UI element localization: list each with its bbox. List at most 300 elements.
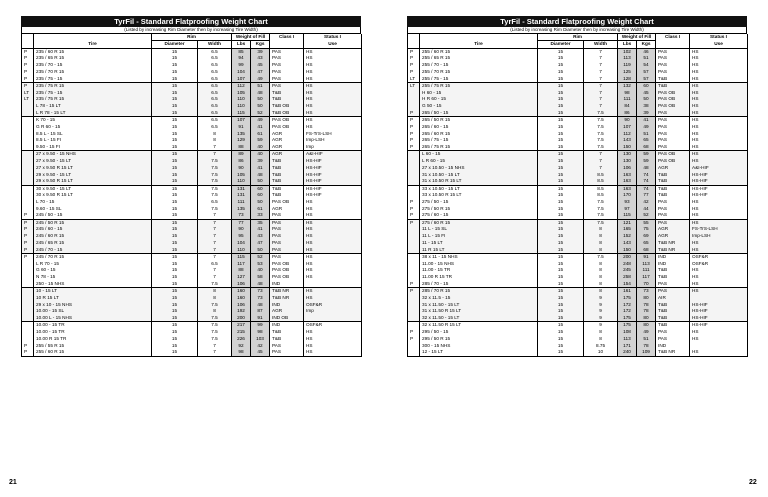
- lbs-cell: 150: [618, 247, 637, 254]
- prefix-cell: [22, 185, 34, 192]
- col-width: Width: [198, 41, 232, 48]
- class-cell: PAS OB: [656, 158, 690, 165]
- width-cell: 8: [584, 226, 618, 233]
- col-class: Class I: [270, 34, 304, 41]
- class-cell: AGR: [270, 137, 304, 144]
- kgs-cell: 65: [637, 137, 656, 144]
- prefix-cell: P: [22, 69, 34, 76]
- page-number-left: 21: [9, 479, 17, 486]
- table-row: [22, 322, 362, 329]
- class-cell: PAS: [656, 219, 690, 226]
- class-cell: T&B: [656, 192, 690, 199]
- width-cell: 7: [198, 274, 232, 281]
- lbs-cell: 130: [618, 151, 637, 158]
- lbs-cell: 113: [618, 55, 637, 62]
- width-cell: 7: [584, 151, 618, 158]
- table-row: [22, 185, 362, 192]
- use-cell: HS: [690, 144, 748, 151]
- tire-cell: 275 / 50 R 15: [420, 206, 538, 213]
- kgs-cell: 47: [251, 240, 270, 247]
- width-cell: 7.5: [198, 178, 232, 185]
- table-row: [22, 308, 362, 315]
- use-cell: HS: [304, 233, 362, 240]
- width-cell: 7.5: [198, 206, 232, 213]
- class-cell: T&B: [270, 185, 304, 192]
- table-row: [22, 110, 362, 117]
- width-cell: 7.5: [584, 124, 618, 131]
- diameter-cell: 15: [538, 165, 584, 172]
- lbs-cell: 163: [618, 171, 637, 178]
- prefix-cell: [22, 281, 34, 288]
- diameter-cell: 15: [538, 322, 584, 329]
- diameter-cell: 15: [538, 233, 584, 240]
- class-cell: IND: [656, 342, 690, 349]
- col-diameter: Diameter: [538, 41, 584, 48]
- diameter-cell: 15: [538, 48, 584, 55]
- table-row: [408, 83, 748, 90]
- class-cell: IND: [270, 301, 304, 308]
- prefix-cell: P: [408, 69, 420, 76]
- use-cell: A&I-HIF: [690, 165, 748, 172]
- kgs-cell: 53: [251, 260, 270, 267]
- width-cell: 7.5: [198, 329, 232, 336]
- width-cell: 7: [198, 267, 232, 274]
- width-cell: 8.5: [584, 192, 618, 199]
- use-cell: HS-HIF: [304, 158, 362, 165]
- width-cell: 7: [198, 342, 232, 349]
- class-cell: PAS: [656, 137, 690, 144]
- class-cell: PAS: [656, 62, 690, 69]
- col-weight: Weight of Fill: [618, 34, 656, 41]
- lbs-cell: 97: [618, 206, 637, 213]
- kgs-cell: 80: [637, 322, 656, 329]
- diameter-cell: 15: [538, 301, 584, 308]
- lbs-cell: 104: [232, 240, 251, 247]
- lbs-cell: 245: [618, 267, 637, 274]
- prefix-cell: P: [408, 329, 420, 336]
- diameter-cell: 15: [538, 124, 584, 131]
- prefix-cell: [408, 342, 420, 349]
- table-row: [22, 260, 362, 267]
- kgs-cell: 48: [251, 301, 270, 308]
- kgs-cell: 45: [251, 349, 270, 356]
- table-row: [22, 274, 362, 281]
- table-row: [22, 315, 362, 322]
- table-row: [22, 295, 362, 302]
- table-row: [408, 219, 748, 226]
- kgs-cell: 40: [251, 144, 270, 151]
- prefix-cell: [22, 336, 34, 343]
- tire-cell: 245 / 50 - 15: [34, 212, 152, 219]
- class-cell: AIR: [656, 295, 690, 302]
- lbs-cell: 115: [618, 212, 637, 219]
- diameter-cell: 15: [538, 185, 584, 192]
- table-row: [408, 151, 748, 158]
- diameter-cell: 15: [538, 349, 584, 356]
- width-cell: 7: [584, 76, 618, 83]
- width-cell: 6.5: [198, 260, 232, 267]
- table-row: [22, 199, 362, 206]
- table-row: [22, 103, 362, 110]
- diameter-cell: 15: [152, 342, 198, 349]
- use-cell: OSF&R: [304, 301, 362, 308]
- use-cell: HS-HIF: [690, 192, 748, 199]
- table-row: [22, 158, 362, 165]
- prefix-cell: P: [22, 55, 34, 62]
- kgs-cell: 55: [637, 219, 656, 226]
- diameter-cell: 15: [152, 254, 198, 261]
- page-right: [407, 16, 747, 357]
- tire-cell: 10.00 R 15 TR: [34, 336, 152, 343]
- tire-cell: 38 x 11 - 15 NHS: [420, 254, 538, 261]
- diameter-cell: 15: [152, 76, 198, 83]
- kgs-cell: 65: [637, 240, 656, 247]
- diameter-cell: 15: [152, 206, 198, 213]
- tire-cell: 235 / 70 R 15: [34, 69, 152, 76]
- lbs-cell: 110: [232, 103, 251, 110]
- prefix-cell: P: [408, 48, 420, 55]
- prefix-cell: [22, 144, 34, 151]
- table-row: [22, 124, 362, 131]
- class-cell: PAS: [270, 342, 304, 349]
- width-cell: 8: [584, 233, 618, 240]
- class-cell: T&B: [656, 301, 690, 308]
- width-cell: 6.5: [198, 110, 232, 117]
- table-row: [408, 171, 748, 178]
- class-cell: T&B: [270, 192, 304, 199]
- width-cell: 7: [584, 83, 618, 90]
- use-cell: HS: [690, 62, 748, 69]
- prefix-cell: [408, 274, 420, 281]
- prefix-cell: [22, 165, 34, 172]
- use-cell: HS: [304, 288, 362, 295]
- width-cell: 8.75: [584, 342, 618, 349]
- prefix-cell: [408, 89, 420, 96]
- tire-cell: L 60 - 15: [420, 151, 538, 158]
- class-cell: T&B: [270, 158, 304, 165]
- tire-cell: 245 / 60 R 15: [34, 233, 152, 240]
- class-cell: PAS: [656, 281, 690, 288]
- diameter-cell: 15: [538, 76, 584, 83]
- lbs-cell: 143: [618, 137, 637, 144]
- kgs-cell: 41: [251, 124, 270, 131]
- lbs-cell: 90: [232, 226, 251, 233]
- tire-cell: 255 / 70 R 15: [420, 69, 538, 76]
- lbs-cell: 172: [618, 301, 637, 308]
- prefix-cell: LT: [408, 83, 420, 90]
- lbs-cell: 107: [232, 117, 251, 124]
- lbs-cell: 89: [232, 151, 251, 158]
- diameter-cell: 15: [538, 212, 584, 219]
- kgs-cell: 47: [251, 69, 270, 76]
- width-cell: 7.5: [198, 165, 232, 172]
- kgs-cell: 42: [637, 199, 656, 206]
- lbs-cell: 160: [232, 295, 251, 302]
- lbs-cell: 91: [232, 124, 251, 131]
- lbs-cell: 94: [232, 55, 251, 62]
- table-row: [408, 315, 748, 322]
- width-cell: 7.5: [584, 137, 618, 144]
- lbs-cell: 143: [618, 240, 637, 247]
- diameter-cell: 15: [538, 281, 584, 288]
- tire-cell: 265 / 60 R 15: [420, 130, 538, 137]
- kgs-cell: 41: [251, 165, 270, 172]
- use-cell: HS: [304, 206, 362, 213]
- tire-cell: 235 / 75 R 15: [34, 96, 152, 103]
- diameter-cell: 15: [538, 206, 584, 213]
- width-cell: 6.5: [198, 199, 232, 206]
- diameter-cell: 15: [152, 144, 198, 151]
- col-tire: Tire: [34, 41, 152, 48]
- prefix-cell: P: [408, 199, 420, 206]
- use-cell: HS: [690, 89, 748, 96]
- table-row: [408, 158, 748, 165]
- kgs-cell: 49: [637, 124, 656, 131]
- table-row: [408, 288, 748, 295]
- tire-cell: K 70 - 15: [34, 117, 152, 124]
- width-cell: 6.5: [198, 69, 232, 76]
- lbs-cell: 152: [618, 233, 637, 240]
- width-cell: 9: [584, 295, 618, 302]
- prefix-cell: P: [408, 206, 420, 213]
- class-cell: T&B NR: [270, 295, 304, 302]
- tire-cell: 245 / 50 R 15: [34, 219, 152, 226]
- diameter-cell: 15: [538, 103, 584, 110]
- kgs-cell: 40: [251, 151, 270, 158]
- diameter-cell: 15: [152, 260, 198, 267]
- width-cell: 8: [584, 240, 618, 247]
- diameter-cell: 15: [152, 192, 198, 199]
- lbs-cell: 106: [232, 281, 251, 288]
- lbs-cell: 84: [618, 103, 637, 110]
- use-cell: HS-HIF: [690, 171, 748, 178]
- table-row: [22, 178, 362, 185]
- class-cell: T&B: [270, 165, 304, 172]
- table-row: [408, 260, 748, 267]
- col-rim: Rim: [152, 34, 232, 41]
- diameter-cell: 15: [152, 96, 198, 103]
- table-row: [22, 96, 362, 103]
- use-cell: HS: [304, 295, 362, 302]
- class-cell: PAS: [656, 110, 690, 117]
- col-lbs: Lbs: [232, 41, 251, 48]
- diameter-cell: 15: [152, 247, 198, 254]
- use-cell: HS: [690, 288, 748, 295]
- diameter-cell: 15: [152, 301, 198, 308]
- kgs-cell: 60: [251, 185, 270, 192]
- use-cell: HS-HIF: [304, 185, 362, 192]
- weight-chart-table: [407, 34, 748, 357]
- table-row: [22, 240, 362, 247]
- kgs-cell: 109: [637, 349, 656, 356]
- tire-cell: 32 x 11.50 R 15 LT: [420, 322, 538, 329]
- lbs-cell: 215: [232, 329, 251, 336]
- tire-cell: 265 / 50 R 15: [420, 117, 538, 124]
- diameter-cell: 15: [152, 55, 198, 62]
- tire-cell: 235 / 70 - 15: [34, 62, 152, 69]
- table-row: [22, 212, 362, 219]
- kgs-cell: 91: [637, 254, 656, 261]
- class-cell: IND: [656, 260, 690, 267]
- class-cell: AGR: [270, 151, 304, 158]
- diameter-cell: 15: [152, 151, 198, 158]
- tire-cell: 285 / 70 R 15: [420, 288, 538, 295]
- kgs-cell: 45: [251, 62, 270, 69]
- kgs-cell: 48: [251, 281, 270, 288]
- width-cell: 7: [198, 233, 232, 240]
- prefix-cell: [408, 185, 420, 192]
- use-cell: HS: [304, 254, 362, 261]
- lbs-cell: 163: [618, 178, 637, 185]
- table-row: [408, 48, 748, 55]
- prefix-cell: [22, 137, 34, 144]
- use-cell: HS: [304, 219, 362, 226]
- width-cell: 9: [584, 301, 618, 308]
- lbs-cell: 86: [232, 158, 251, 165]
- prefix-cell: [408, 178, 420, 185]
- table-row: [22, 55, 362, 62]
- prefix-cell: P: [22, 83, 34, 90]
- lbs-cell: 107: [232, 76, 251, 83]
- diameter-cell: 15: [538, 254, 584, 261]
- kgs-cell: 87: [251, 308, 270, 315]
- use-cell: OSF&R: [690, 260, 748, 267]
- class-cell: PAS: [270, 247, 304, 254]
- lbs-cell: 192: [232, 308, 251, 315]
- prefix-cell: [408, 171, 420, 178]
- width-cell: 9: [584, 308, 618, 315]
- prefix-cell: [408, 315, 420, 322]
- table-row: [408, 336, 748, 343]
- prefix-cell: P: [408, 124, 420, 131]
- diameter-cell: 15: [538, 226, 584, 233]
- table-row: [408, 76, 748, 83]
- table-row: [408, 89, 748, 96]
- lbs-cell: 170: [618, 192, 637, 199]
- lbs-cell: 127: [232, 274, 251, 281]
- lbs-cell: 88: [232, 267, 251, 274]
- use-cell: HS: [304, 349, 362, 356]
- table-row: [408, 124, 748, 131]
- diameter-cell: 15: [152, 212, 198, 219]
- tire-cell: 11 L - 15 SL: [420, 226, 538, 233]
- class-cell: T&B NR: [656, 240, 690, 247]
- col-rim: Rim: [538, 34, 618, 41]
- diameter-cell: 15: [152, 288, 198, 295]
- kgs-cell: 75: [637, 226, 656, 233]
- prefix-cell: P: [22, 247, 34, 254]
- tire-cell: L 78 - 15 LT: [34, 103, 152, 110]
- diameter-cell: 15: [538, 295, 584, 302]
- lbs-cell: 135: [232, 206, 251, 213]
- diameter-cell: 15: [538, 178, 584, 185]
- table-row: [408, 322, 748, 329]
- col-kgs: Kgs: [251, 41, 270, 48]
- kgs-cell: 41: [637, 117, 656, 124]
- table-row: [22, 137, 362, 144]
- diameter-cell: 15: [538, 158, 584, 165]
- lbs-cell: 119: [618, 62, 637, 69]
- diameter-cell: 15: [152, 62, 198, 69]
- width-cell: 6.5: [198, 62, 232, 69]
- width-cell: 7: [584, 48, 618, 55]
- class-cell: T&B: [656, 178, 690, 185]
- page-left: [21, 16, 361, 357]
- table-row: [408, 62, 748, 69]
- table-row: [408, 349, 748, 356]
- col-diameter: Diameter: [152, 41, 198, 48]
- diameter-cell: 15: [152, 322, 198, 329]
- use-cell: HS: [690, 219, 748, 226]
- kgs-cell: 59: [637, 158, 656, 165]
- prefix-cell: [22, 124, 34, 131]
- prefix-cell: P: [22, 62, 34, 69]
- prefix-cell: [408, 240, 420, 247]
- tire-cell: 245 / 65 R 15: [34, 240, 152, 247]
- kgs-cell: 35: [251, 219, 270, 226]
- tire-cell: 27 x 10.50 - 15 NHS: [420, 165, 538, 172]
- use-cell: Imp: [304, 308, 362, 315]
- width-cell: 7.5: [198, 336, 232, 343]
- use-cell: HS: [690, 69, 748, 76]
- prefix-cell: [408, 349, 420, 356]
- tire-cell: 12 - 15 LT: [420, 349, 538, 356]
- class-cell: PAS: [270, 83, 304, 90]
- class-cell: PAS: [656, 206, 690, 213]
- lbs-cell: 106: [618, 165, 637, 172]
- kgs-cell: 51: [637, 130, 656, 137]
- kgs-cell: 73: [251, 295, 270, 302]
- class-cell: PAS: [270, 349, 304, 356]
- tire-cell: 29 x 9.50 R 15 LT: [34, 178, 152, 185]
- table-row: [408, 308, 748, 315]
- diameter-cell: 15: [538, 288, 584, 295]
- tire-cell: 255 / 55 R 15: [34, 342, 152, 349]
- kgs-cell: 50: [251, 178, 270, 185]
- kgs-cell: 43: [251, 233, 270, 240]
- use-cell: HS: [690, 151, 748, 158]
- class-cell: PAS OB: [270, 199, 304, 206]
- class-cell: PAS: [270, 62, 304, 69]
- diameter-cell: 15: [538, 267, 584, 274]
- diameter-cell: 15: [538, 274, 584, 281]
- lbs-cell: 132: [618, 83, 637, 90]
- use-cell: FS-TrS-LSH: [690, 226, 748, 233]
- col-width: Width: [584, 41, 618, 48]
- table-row: [408, 274, 748, 281]
- class-cell: PAS: [270, 254, 304, 261]
- tire-cell: 255 / 75 - 15: [420, 76, 538, 83]
- lbs-cell: 115: [232, 110, 251, 117]
- class-cell: PAS: [656, 130, 690, 137]
- class-cell: PAS: [656, 336, 690, 343]
- use-cell: OSF&R: [304, 322, 362, 329]
- width-cell: 7: [198, 254, 232, 261]
- use-cell: HS: [304, 267, 362, 274]
- tire-cell: 285 / 70 - 15: [420, 281, 538, 288]
- kgs-cell: 111: [637, 267, 656, 274]
- col-class: Class I: [656, 34, 690, 41]
- prefix-cell: P: [408, 137, 420, 144]
- diameter-cell: 15: [152, 171, 198, 178]
- diameter-cell: 15: [538, 192, 584, 199]
- lbs-cell: 172: [618, 308, 637, 315]
- use-cell: HS: [304, 89, 362, 96]
- use-cell: HS: [690, 336, 748, 343]
- table-row: [408, 178, 748, 185]
- prefix-cell: [408, 103, 420, 110]
- width-cell: 7.5: [198, 301, 232, 308]
